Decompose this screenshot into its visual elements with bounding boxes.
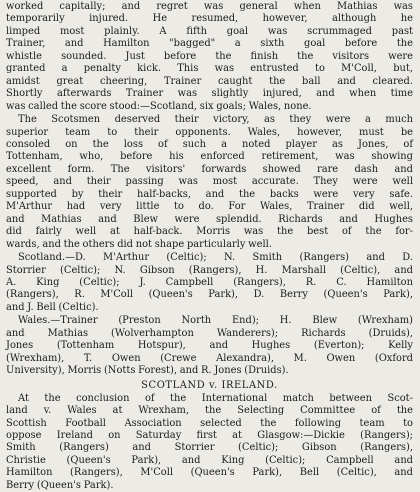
text-line: Storrier (Celtic); N. Gibson (Rangers), H. Marshall (Celtic), and <box>6 264 413 276</box>
text-line: worked capitally; and regret was general when Mathias was <box>6 1 413 12</box>
text-line: consoled on the loss of such a noted player as Jones, of <box>6 138 413 150</box>
text-line: was called the score stood:—Scotland, six goals; Wales, none. <box>6 100 312 112</box>
text-line: Scotland.—D. M'Arthur (Celtic); N. Smith (Rangers) and D. <box>18 252 413 264</box>
ireland-team-paragraph <box>6 393 413 492</box>
text-line: Jones (Tottenham Hotspur), and Hughes (Everton); Kelly <box>6 340 413 352</box>
text-line: At the conclusion of the International match between Scot- <box>18 392 413 404</box>
match-report-paragraph <box>6 1 413 113</box>
text-line: University), Morris (Notts Forest), and R. Jones (Druids). <box>6 365 289 377</box>
text-line: superior team to their opponents. Wales, however, must be <box>6 126 413 138</box>
text-line: and J. Bell (Celtic). <box>6 301 99 313</box>
text-line: speed, and their passing was most accurate. They were well <box>6 176 413 188</box>
text-line: Christie (Queen's Park), and King (Celtic); Campbell and <box>6 454 413 466</box>
text-line: granted a penalty kick. This was entrusted to M'Coll, but, <box>6 63 413 75</box>
text-line: Trainer, and Hamilton "bagged" a sixth goal before the <box>6 38 413 50</box>
text-line: Berry (Queen's Park). <box>6 479 114 491</box>
text-line: Tottenham, who, before his enforced retirement, was showing <box>6 151 413 163</box>
text-line: did fairly well at half-back. Morris was the best of the for- <box>6 226 413 238</box>
text-line: land v. Wales at Wrexham, the Selecting Committee of the <box>6 405 413 417</box>
text-line: and Mathias (Wolverhampton Wanderers); Richards (Druids), <box>6 327 413 339</box>
text-line: The Scotsmen deserved their victory, as they were a much <box>18 114 413 126</box>
text-line: (Wrexham), T. Owen (Crewe Alexandra), M. Owen (Oxford <box>6 352 413 364</box>
text-line: oppose Ireland on Saturday first at Glasgow:—Dickie (Rangers); <box>6 429 413 441</box>
text-line: temporarily injured. He resumed, however, although he <box>6 13 413 25</box>
text-line: Wales.—Trainer (Preston North End); H. Blew (Wrexham) <box>18 315 413 327</box>
text-line: and Mathias and Blew were splendid. Richards and Hughes <box>6 213 413 225</box>
text-line: supported by their half-backs, and the backs were very safe. <box>6 188 413 200</box>
section-heading: SCOTLAND v. IRELAND. <box>141 379 278 391</box>
text-line: Shortly afterwards Trainer was slightly injured, and when time <box>6 88 413 100</box>
text-line: whistle sounded. Just before the finish the visitors were <box>6 50 413 62</box>
text-line: excellent form. The visitors' forwards showed rare dash and <box>6 163 413 175</box>
analysis-paragraph <box>6 114 413 251</box>
text-line: amidst great cheering, Trainer caught the ball and cleared. <box>6 75 413 87</box>
text-line: Smith (Rangers) and Storrier (Celtic); Gibson (Rangers), <box>6 442 413 454</box>
scotland-lineup-paragraph <box>6 252 413 314</box>
text-line: Scottish Football Association selected the following team to <box>6 417 413 429</box>
text-line: Hamilton (Rangers), M'Coll (Queen's Park), Bell (Celtic), and <box>6 467 413 479</box>
text-line: wards, and the others did not shape particularly well. <box>6 238 272 250</box>
text-line: M'Arthur had very little to do. For Wales, Trainer did well, <box>6 201 413 213</box>
text-line: A. King (Celtic); J. Campbell (Rangers), R. C. Hamilton <box>6 276 413 288</box>
text-line: limped most plainly. A fifth goal was scrummaged past <box>6 25 413 37</box>
wales-lineup-paragraph <box>6 315 413 377</box>
text-line: (Rangers), R. M'Coll (Queen's Park), D. Berry (Queen's Park), <box>6 289 413 301</box>
